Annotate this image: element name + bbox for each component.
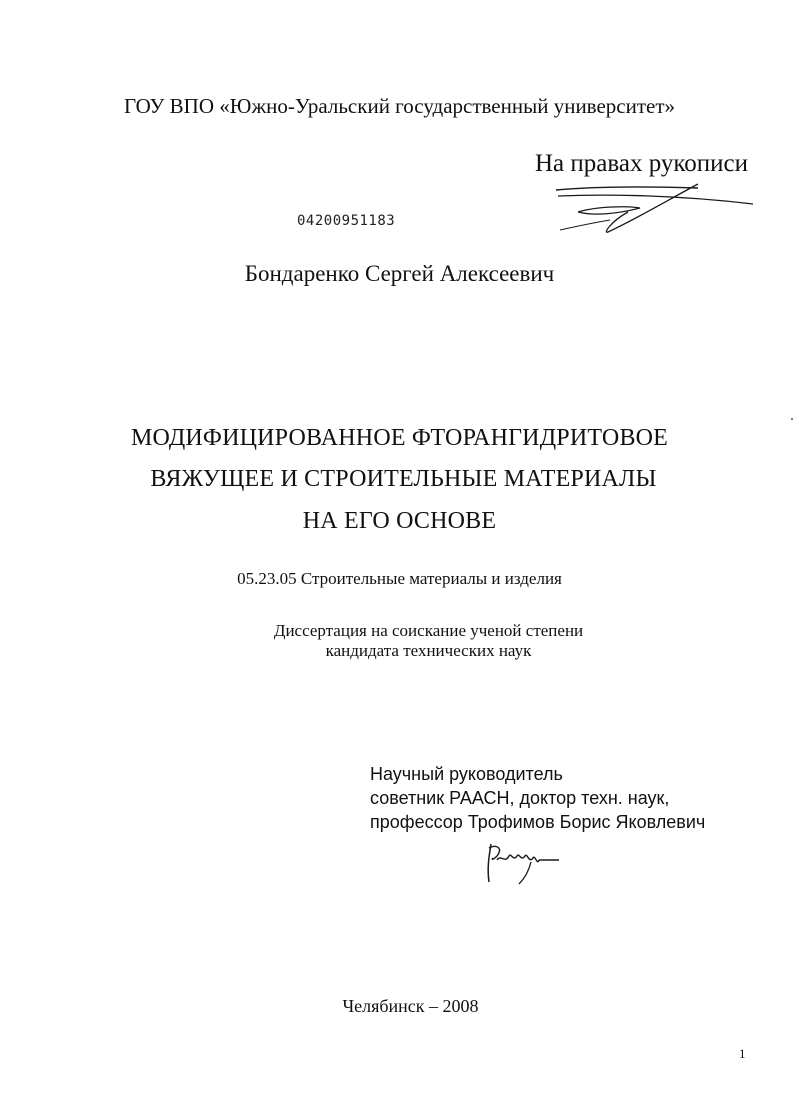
scan-artifact: [791, 418, 793, 420]
supervisor-signature: [483, 838, 563, 888]
institution-name: ГОУ ВПО «Южно-Уральский государственный университет»: [123, 94, 676, 118]
supervisor-line: Научный руководитель: [370, 764, 563, 784]
page-number: 1: [739, 1046, 746, 1061]
manuscript-note: На правах рукописи: [535, 150, 748, 177]
registration-stamp-number: 04200951183: [297, 213, 396, 229]
degree-line: кандидата технических наук: [325, 641, 532, 660]
degree-line: Диссертация на соискание ученой степени: [273, 621, 584, 640]
title-line: НА ЕГО ОСНОВЕ: [302, 508, 497, 534]
specialty-code: 05.23.05 Строительные материалы и изделия: [237, 569, 562, 588]
author-signature: [548, 182, 758, 237]
title-line: МОДИФИЦИРОВАННОЕ ФТОРАНГИДРИТОВОЕ: [130, 425, 669, 451]
title-line: ВЯЖУЩЕЕ И СТРОИТЕЛЬНЫЕ МАТЕРИАЛЫ: [150, 466, 657, 492]
author-name: Бондаренко Сергей Алексеевич: [244, 261, 555, 286]
city-and-year: Челябинск – 2008: [342, 996, 479, 1016]
supervisor-line: профессор Трофимов Борис Яковлевич: [370, 812, 706, 832]
supervisor-line: советник РААСН, доктор техн. наук,: [370, 788, 670, 808]
